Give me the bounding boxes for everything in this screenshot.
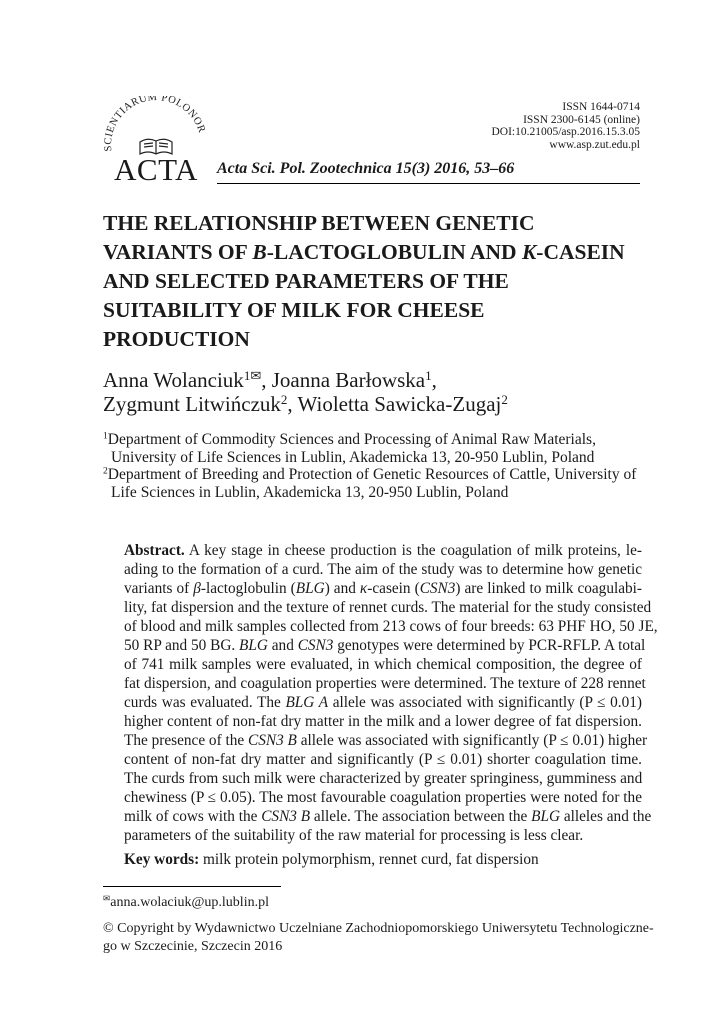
affiliations	[103, 431, 643, 501]
abstract-line: milk of cows with the CSN3 B allele. The association between the BLG alleles and the	[124, 808, 652, 825]
abstract-line: ading to the formation of a curd. The aim of the study was to determine how genetic	[124, 561, 642, 578]
author-name: , Joanna Barłowska	[261, 368, 426, 392]
publication-meta	[491, 101, 640, 151]
svg-text:SCIENTIARUM POLONORUM: SCIENTIARUM POLONOR	[102, 96, 208, 152]
doi: DOI:10.21005/asp.2016.15.3.05	[491, 126, 640, 138]
title-line: AND SELECTED PARAMETERS OF THE	[103, 269, 509, 293]
header-rule	[217, 183, 640, 184]
acta-logo-graphic	[100, 96, 212, 188]
keywords	[124, 851, 539, 869]
abstract-line: of blood and milk samples collected from 213 cows of four breeds: 63 PHF HO, 50 JE,	[124, 618, 658, 635]
footnote-rule	[103, 886, 281, 887]
keywords-text: milk protein polymorphism, rennet curd, fat dispersion	[199, 851, 539, 868]
author-name: Zygmunt Litwińczuk	[103, 392, 281, 416]
abstract-line: variants of β-lactoglobulin (BLG) and κ-casein (CSN3) are linked to milk coagulabi-	[124, 580, 643, 597]
title-line: THE RELATIONSHIP BETWEEN GENETIC	[103, 211, 535, 235]
acta-wordmark: ACTA	[114, 152, 198, 187]
abstract-line: 50 RP and 50 BG. BLG and CSN3 genotypes were determined by PCR-RFLP. A total	[124, 637, 646, 654]
affiliation-mark: 1	[425, 367, 432, 383]
affiliation-2: $^2$Department of Breeding and Protection of Genetic Resources of Cattle, University of	[103, 465, 637, 483]
issn-print: ISSN 1644-0714	[562, 101, 640, 113]
author-line: Anna Wolanciuk$^{1✉}$, Joanna Barłowska$^1$,	[103, 367, 437, 392]
abstract-line: lity, fat dispersion and the texture of rennet curds. The material for the study consisted	[124, 599, 652, 616]
abstract-label: Abstract.	[124, 542, 185, 559]
abstract-line: parameters of the suitability of the raw material for processing is less clear.	[124, 827, 584, 844]
author-line	[103, 392, 508, 416]
acta-logo	[100, 96, 212, 188]
copyright-notice: © Copyright by Wydawnictwo Uczelniane Zachodniopomorskiego Uniwersytetu Technologiczne- go w Szczecinie, Szczecin 2016	[103, 921, 654, 954]
affiliation-mark: 2	[280, 391, 288, 407]
abstract-line: chewiness (P ≤ 0.05). The most favourable coagulation properties were noted for the	[124, 789, 642, 806]
abstract-line: Abstract. A key stage in cheese production is the coagulation of milk proteins, le-	[124, 542, 642, 559]
author-name: Anna Wolanciuk	[103, 368, 244, 392]
affiliation-mark: 2	[501, 391, 508, 407]
abstract-line: The curds from such milk were characterized by greater springiness, gumminess and	[124, 770, 643, 787]
corresponding-email: ✉anna.wolaciuk@up.lublin.pl	[103, 893, 269, 910]
abstract-line: The presence of the CSN3 B allele was associated with significantly (P ≤ 0.01) higher	[124, 732, 648, 749]
affiliation-2-cont: Life Sciences in Lublin, Akademicka 13, 20-950 Lublin, Poland	[111, 483, 509, 501]
affiliation-1-cont: University of Life Sciences in Lublin, Akademicka 13, 20-950 Lublin, Poland	[111, 448, 595, 466]
abstract-line: content of non-fat dry matter and significantly (P ≤ 0.01) shorter coagulation time.	[124, 751, 642, 768]
affiliation-mark: 1✉	[243, 367, 262, 383]
title-line: SUITABILITY OF MILK FOR CHEESE	[103, 298, 485, 322]
paper-title	[103, 209, 643, 354]
title-line: VARIANTS OF B-LACTOGLOBULIN AND K-CASEIN	[103, 240, 625, 264]
title-line: PRODUCTION	[103, 327, 250, 351]
issn-online: ISSN 2300-6145 (online)	[523, 113, 640, 126]
author-name: , Wioletta Sawicka-Zugaj	[287, 392, 502, 416]
author-list	[103, 368, 508, 416]
affiliation-1: $^1$Department of Commodity Sciences and Processing of Animal Raw Materials,	[103, 430, 596, 448]
abstract-line: fat dispersion, and coagulation properties were determined. The texture of 228 rennet	[124, 675, 646, 692]
keywords-label: Key words:	[124, 851, 200, 868]
journal-citation: Acta Sci. Pol. Zootechnica 15(3) 2016, 53–66	[217, 160, 515, 177]
website: www.asp.zut.edu.pl	[549, 138, 640, 151]
envelope-icon: ✉	[103, 893, 111, 904]
abstract-line: of 741 milk samples were evaluated, in which chemical composition, the degree of	[124, 656, 642, 673]
abstract-line: higher content of non-fat dry matter in the milk and a lower degree of fat dispersion.	[124, 713, 642, 730]
abstract	[124, 541, 658, 845]
abstract-line: curds was evaluated. The BLG A allele was associated with significantly (P ≤ 0.01)	[124, 694, 642, 711]
